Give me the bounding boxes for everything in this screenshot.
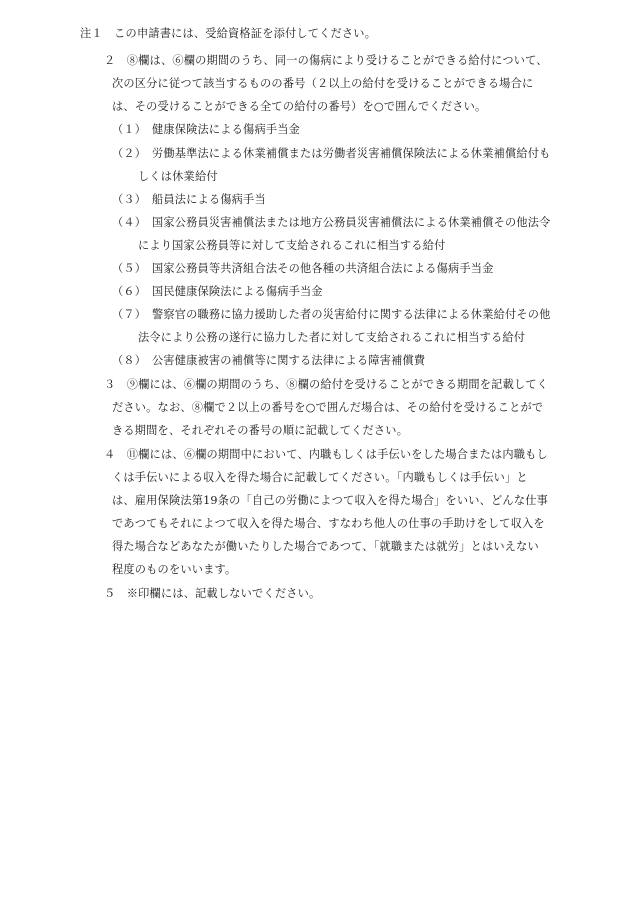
note-2-item-5: （５） 国家公務員等共済組合法その他各種の共済組合法による傷病手当金 bbox=[112, 262, 494, 275]
note-2-item-2-line-2: しくは休業給付 bbox=[138, 170, 218, 183]
note-4-line-3: は、雇用保険法第19条の「自己の労働によつて収入を得た場合」をいい、どんな仕事 bbox=[112, 494, 548, 507]
note-4-line-1: ４ ⑪欄には、⑥欄の期間中において、内職もしくは手伝いをした場合または内職もし bbox=[104, 448, 548, 461]
note-2-item-2-line-1: （２） 労働基準法による休業補償または労働者災害補償保険法による休業補償給付も bbox=[112, 147, 551, 160]
note-3-line-2: ださい。なお、⑧欄で２以上の番号を○で囲んだ場合は、その給付を受けることがで bbox=[112, 401, 544, 414]
note-3-line-1: ３ ⑨欄には、⑥欄の期間のうち、⑧欄の給付を受けることができる期間を記載してく bbox=[104, 378, 549, 391]
note-4-line-4: であつてもそれによつて収入を得た場合、すなわち他人の仕事の手助けをして収入を bbox=[112, 517, 545, 530]
note-2-line-1: ２ ⑧欄は、⑥欄の期間のうち、同一の傷病により受けることができる給付について、 bbox=[104, 54, 548, 67]
note-2-item-7-line-2: 法令により公務の遂行に協力した者に対して支給されるこれに相当する給付 bbox=[138, 331, 526, 344]
note-2-item-7-line-1: （７） 警察官の職務に協力援助した者の災害給付に関する法律による休業給付その他 bbox=[112, 308, 551, 321]
note-2-line-2: 次の区分に従つて該当するものの番号（２以上の給付を受けることができる場合に bbox=[112, 77, 534, 90]
note-2-item-3: （３） 船員法による傷病手当 bbox=[112, 193, 266, 206]
note-4-line-5: 得た場合などあなたが働いたりした場合であつて、「就職または就労」とはいえない bbox=[112, 540, 539, 553]
note-5: ５ ※印欄には、記載しないでください。 bbox=[104, 587, 321, 600]
note-1: 注１ この申請書には、受給資格証を添付してください。 bbox=[80, 27, 377, 40]
note-2-item-8: （８） 公害健康被害の補償等に関する法律による障害補償費 bbox=[112, 354, 426, 367]
note-2-item-6: （６） 国民健康保険法による傷病手当金 bbox=[112, 285, 323, 298]
note-2-item-1: （１） 健康保険法による傷病手当金 bbox=[112, 123, 300, 136]
note-2-line-3: は、その受けることができる全ての給付の番号）を○で囲んでください。 bbox=[112, 100, 487, 113]
note-2-item-4-line-2: により国家公務員等に対して支給されるこれに相当する給付 bbox=[138, 239, 446, 252]
note-4-line-6: 程度のものをいいます。 bbox=[112, 563, 237, 576]
note-2-item-4-line-1: （４） 国家公務員災害補償法または地方公務員災害補償法による休業補償その他法令 bbox=[112, 216, 551, 229]
note-4-line-2: くは手伝いによる収入を得た場合に記載してください。「内職もしくは手伝い」と bbox=[112, 471, 528, 484]
note-3-line-3: きる期間を、それぞれその番号の順に記載してください。 bbox=[112, 424, 409, 437]
